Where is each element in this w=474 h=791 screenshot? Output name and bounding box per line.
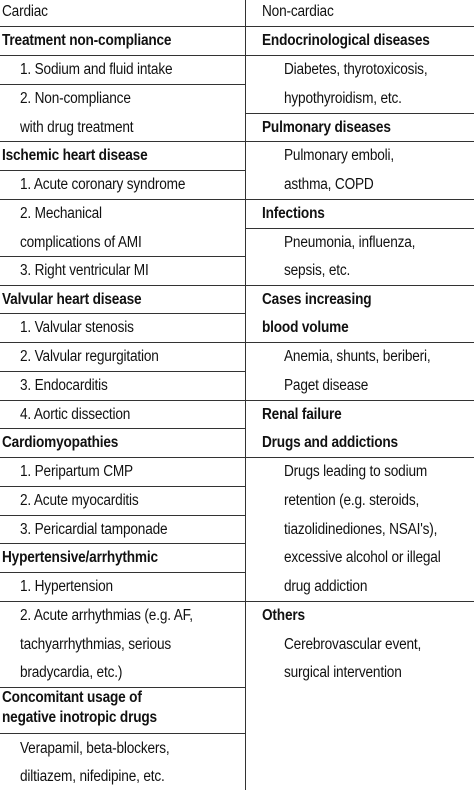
list-item: 2. Acute myocarditis	[20, 492, 139, 509]
list-item: bradycardia, etc.)	[20, 664, 123, 681]
list-item: complications of AMI	[20, 234, 142, 251]
drugs-title: Drugs and addictions	[262, 434, 398, 451]
list-item: surgical intervention	[284, 664, 402, 681]
list-item: 2. Valvular regurgitation	[20, 348, 159, 365]
list-item: retention (e.g. steroids,	[284, 492, 420, 509]
noncardiac-column	[246, 0, 474, 790]
list-item: tachyarrhythmias, serious	[20, 636, 172, 653]
others-title: Others	[262, 607, 305, 624]
list-item: 1. Peripartum CMP	[20, 463, 133, 480]
list-item: 3. Right ventricular MI	[20, 262, 149, 279]
cardiomyopathies-title: Cardiomyopathies	[2, 434, 119, 451]
list-item: Pulmonary emboli,	[284, 147, 394, 164]
list-item: sepsis, etc.	[284, 262, 351, 279]
list-item: 3. Pericardial tamponade	[20, 521, 168, 538]
list-item: 3. Endocarditis	[20, 377, 108, 394]
concomitant-title-line1: Concomitant usage of	[2, 689, 142, 706]
ischemic-title: Ischemic heart disease	[2, 147, 148, 164]
list-item: Verapamil, beta-blockers,	[20, 740, 170, 757]
endocrine-title: Endocrinological diseases	[262, 32, 430, 49]
list-item: Paget disease	[284, 377, 369, 394]
noncardiac-header: Non-cardiac	[262, 3, 334, 20]
list-item: Cerebrovascular event,	[284, 636, 422, 653]
list-item: tiazolidinediones, NSAI's),	[284, 521, 438, 538]
blood-volume-title-line1: Cases increasing	[262, 291, 372, 308]
list-item: 2. Acute arrhythmias (e.g. AF,	[20, 607, 193, 624]
blood-volume-title-line2: blood volume	[262, 319, 349, 336]
list-item: 1. Sodium and fluid intake	[20, 61, 173, 78]
list-item: 1. Hypertension	[20, 578, 113, 595]
list-item: with drug treatment	[20, 119, 134, 136]
list-item: hypothyroidism, etc.	[284, 90, 402, 107]
cardiac-header: Cardiac	[2, 3, 48, 20]
hypertensive-title: Hypertensive/arrhythmic	[2, 549, 158, 566]
list-item: Anemia, shunts, beriberi,	[284, 348, 431, 365]
concomitant-title-line2: negative inotropic drugs	[2, 709, 157, 726]
list-item: asthma, COPD	[284, 176, 374, 193]
list-item: Drugs leading to sodium	[284, 463, 428, 480]
list-item: 1. Valvular stenosis	[20, 319, 134, 336]
list-item: Diabetes, thyrotoxicosis,	[284, 61, 428, 78]
list-item: excessive alcohol or illegal	[284, 549, 441, 566]
infections-title: Infections	[262, 205, 325, 222]
list-item: 4. Aortic dissection	[20, 406, 131, 423]
treatment-title: Treatment non-compliance	[2, 32, 172, 49]
list-item: 2. Non-compliance	[20, 90, 131, 107]
list-item: drug addiction	[284, 578, 368, 595]
list-item: 2. Mechanical	[20, 205, 102, 222]
list-item: diltiazem, nifedipine, etc.	[20, 768, 165, 785]
list-item: Pneumonia, influenza,	[284, 234, 416, 251]
valvular-title: Valvular heart disease	[2, 291, 142, 308]
list-item: 1. Acute coronary syndrome	[20, 176, 186, 193]
renal-title: Renal failure	[262, 406, 342, 423]
pulmonary-title: Pulmonary diseases	[262, 119, 391, 136]
